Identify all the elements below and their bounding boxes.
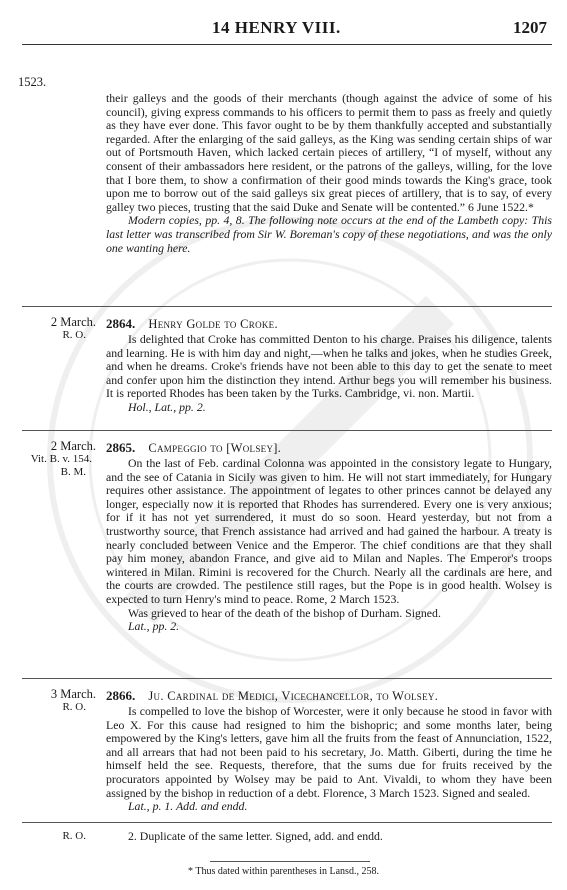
continuation-note: Modern copies, pp. 4, 8. The following note occurs at the end of the Lambeth copy: This last letter was transcribed from Sir W. Boreman's copy of these negotiations, and was the only one wanting here. [106,213,552,255]
entry-meta: Hol., Lat., pp. 2. [128,399,206,414]
header-rule [22,44,552,45]
entry-source: R. O. [62,701,86,713]
running-title: 14 HENRY VIII. [212,18,341,37]
entry-text: Is delighted that Croke has committed Denton to his charge. Praises his diligence, talents and learning. He is with him day and night,—when he talks and jokes, when he studies Greek, and when he dreams. Croke's friends have not been able to this day to get the senate to meet and confer upon him the distinction they intend. Arthur begs you will remember his business. It is reported Rhodes has been taken by the Turks. Cambridge, vi. non. Martii. [106,332,552,401]
margin-entry-2864 [18,316,96,342]
duplicate-body [106,830,552,844]
footnote-rule [210,861,370,862]
section-separator [22,822,552,823]
entry-meta: Lat., pp. 2. [128,619,180,634]
entry-source: Vit. B. v. 154. [30,453,92,465]
section-separator [22,306,552,307]
entry-text: Is compelled to love the bishop of Worcester, were it only because he stood in favor with Leo X. For this cause had resigned to him the bishopric; and some months later, being empowered by the King's letters, gave him all the fruits from the feast of Annunciation, 1522, and all arrears that had not been paid to his secretary, Jo. Matth. Giberti, during the time he himself held the see. Requests, therefore, that the sums due for fruits received by the procurators appointed by Wolsey may be paid to Ant. Vivaldi, to whom they have been assigned by the bishop in reduction of a debt. Florence, 3 March 1523. Signed and sealed. [106,704,552,800]
section-separator [22,678,552,679]
entry-date: 3 March. [50,687,96,701]
entry-heading-2866 [106,688,552,704]
entry-date: 2 March. [50,315,96,329]
entry-heading-2864 [106,316,552,332]
margin-entry-2866 [18,688,96,714]
entry-number: 2865. [106,440,136,455]
entry-text: On the last of Feb. cardinal Colonna was appointed in the consistory legate to Hungary, and the see of Catania in Sicily was given to him. He will not start immediately, for Hungary requires other assistance. The appointment of legates to other princes cannot be delayed any longer, especially now it is reported that Rhodes has surrendered. Every one is very anxious; for if it has not yet surrendered, it must do so soon. Heard yesterday, but not from a trustworthy source, that French assistance had arrived and had gained the harbour. A treaty is nearly concluded between Venice and the Emperor. The chief conditions are that they shall pay him money, abandon France, and give aid to Milan and Naples. The Emperor's troops wintered in Milan. Rimini is recovered for the Church. Nearly all the cardinals are here, and the courts are crowded. The pestilence still rages, but the Pope is in good health. Wolsey is expected to turn Henry's mind to peace. Rome, 2 March 1523. [106,456,552,606]
duplicate-text: 2. Duplicate of the same letter. Signed, add. and endd. [128,829,383,843]
entry-body-2865 [106,457,552,634]
entry-source: R. O. [62,329,86,341]
duplicate-source: R. O. [62,830,86,842]
year-label: 1523. [18,75,47,89]
page-header [0,16,567,46]
section-separator [22,430,552,431]
entry-text-2: Was grieved to hear of the death of the bishop of Durham. Signed. [128,605,441,620]
margin-year [18,76,96,89]
entry-title: Henry Golde to Croke. [148,317,278,331]
footnote: * Thus dated within parentheses in Lansd., 258. [188,866,379,877]
entry-source: B. M. [60,466,86,478]
entry-number: 2866. [106,688,136,703]
entry-number: 2864. [106,316,136,331]
margin-duplicate [18,830,96,843]
continuation-block [106,92,552,255]
entry-body-2866 [106,705,552,814]
entry-heading-2865 [106,440,552,456]
entry-date: 2 March. [50,439,96,453]
margin-entry-2865 [18,440,96,479]
entry-title: Ju. Cardinal de Medici, Vicechancellor, to Wolsey. [148,689,439,703]
entry-title: Campeggio to [Wolsey]. [148,441,282,455]
continuation-paragraph: their galleys and the goods of their merchants (though against the advice of some of his council), giving express commands to his officers to permit them to pass as freely and quietly as they have ever done. This favor ought to be by them thankfully accepted and substantially regarded. After the enlarging of the said galleys, as the King was sending certain ships of war out of Portsmouth Haven, which lacked certain pieces of artillery, “I of myself, without any consent of their ambassadors here resident, or the patrons of the galleys, willing, for the love that I bore them, to show a confirmation of their good minds towards the King's grace, took upon me to borrow out of the said galleys six great pieces of artillery, that is to say, of every galley two pieces, trusting that the said Duke and Senate will be contented.” 6 June 1522.* [106,91,552,214]
page-number: 1207 [513,18,547,37]
entry-body-2864 [106,333,552,415]
entry-meta: Lat., p. 1. Add. and endd. [128,799,248,814]
